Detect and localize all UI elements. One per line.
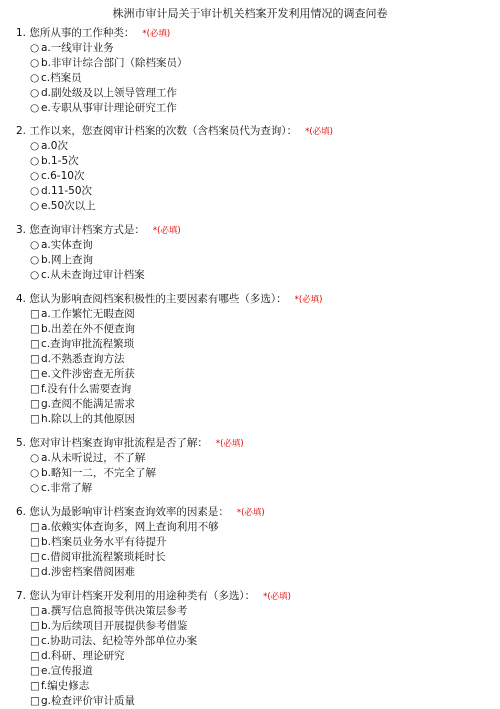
required-marker: *(必填) xyxy=(215,439,244,449)
page-title: 株洲市审计局关于审计机关档案开发利用情况的调查问卷 xyxy=(112,7,388,20)
option-checkbox[interactable] xyxy=(16,679,486,694)
option-checkbox[interactable] xyxy=(16,649,486,664)
option-label: e.50次以上 xyxy=(41,200,96,212)
option-label: d.副处级及以上领导管理工作 xyxy=(41,87,178,99)
question-row xyxy=(16,26,486,41)
option-checkbox[interactable] xyxy=(16,535,486,550)
radio-circle-icon[interactable]: ○ xyxy=(30,72,40,84)
checkbox-square-icon[interactable]: □ xyxy=(30,605,40,617)
option-radio[interactable] xyxy=(16,268,486,283)
radio-circle-icon[interactable]: ○ xyxy=(30,155,40,167)
option-checkbox[interactable] xyxy=(16,382,486,397)
question-row xyxy=(16,589,486,604)
checkbox-square-icon[interactable]: □ xyxy=(30,368,40,380)
checkbox-square-icon[interactable]: □ xyxy=(30,323,40,335)
option-label: b.档案员业务水平有待提升 xyxy=(41,536,167,548)
radio-circle-icon[interactable]: ○ xyxy=(30,482,40,494)
option-radio[interactable] xyxy=(16,238,486,253)
question-text: 7. 您认为审计档案开发利用的用途种类有（多选）： xyxy=(16,590,256,602)
option-radio[interactable] xyxy=(16,139,486,154)
option-radio[interactable] xyxy=(16,86,486,101)
option-label: e.宣传报道 xyxy=(41,665,93,677)
survey-form xyxy=(16,26,486,709)
option-radio[interactable] xyxy=(16,451,486,466)
radio-circle-icon[interactable]: ○ xyxy=(30,102,40,114)
option-label: f.没有什么需要查询 xyxy=(41,383,132,395)
option-radio[interactable] xyxy=(16,199,486,214)
option-label: g.检查评价审计质量 xyxy=(41,695,136,707)
radio-circle-icon[interactable]: ○ xyxy=(30,467,40,479)
question-4 xyxy=(16,292,486,427)
option-label: h.除以上的其他原因 xyxy=(41,413,135,425)
question-row xyxy=(16,436,486,451)
option-radio[interactable] xyxy=(16,101,486,116)
option-label: b.为后续项目开展提供参考借鉴 xyxy=(41,620,188,632)
option-radio[interactable] xyxy=(16,154,486,169)
checkbox-square-icon[interactable]: □ xyxy=(30,338,40,350)
radio-circle-icon[interactable]: ○ xyxy=(30,87,40,99)
radio-circle-icon[interactable]: ○ xyxy=(30,170,40,182)
option-label: f.编史修志 xyxy=(41,680,90,692)
checkbox-square-icon[interactable]: □ xyxy=(30,383,40,395)
option-radio[interactable] xyxy=(16,41,486,56)
checkbox-square-icon[interactable]: □ xyxy=(30,536,40,548)
option-checkbox[interactable] xyxy=(16,352,486,367)
question-text: 6. 您认为最影响审计档案查询效率的因素是： xyxy=(16,506,229,518)
question-row xyxy=(16,124,486,139)
option-label: b.1-5次 xyxy=(41,155,79,167)
radio-circle-icon[interactable]: ○ xyxy=(30,57,40,69)
radio-circle-icon[interactable]: ○ xyxy=(30,185,40,197)
option-radio[interactable] xyxy=(16,466,486,481)
question-7 xyxy=(16,589,486,709)
option-label: a.实体查询 xyxy=(41,239,93,251)
required-marker: *(必填) xyxy=(294,295,323,305)
radio-circle-icon[interactable]: ○ xyxy=(30,269,40,281)
option-label: a.依赖实体查询多，网上查询利用不够 xyxy=(41,521,219,533)
option-label: c.档案员 xyxy=(41,72,82,84)
option-label: a.从未听说过，不了解 xyxy=(41,452,146,464)
radio-circle-icon[interactable]: ○ xyxy=(30,452,40,464)
option-radio[interactable] xyxy=(16,71,486,86)
checkbox-square-icon[interactable]: □ xyxy=(30,620,40,632)
option-checkbox[interactable] xyxy=(16,694,486,709)
question-text: 4. 您认为影响查阅档案积极性的主要因素有哪些（多选）： xyxy=(16,293,287,305)
checkbox-square-icon[interactable]: □ xyxy=(30,521,40,533)
checkbox-square-icon[interactable]: □ xyxy=(30,308,40,320)
option-label: d.涉密档案借阅困难 xyxy=(41,566,136,578)
required-marker: *(必填) xyxy=(263,592,291,602)
option-checkbox[interactable] xyxy=(16,337,486,352)
option-radio[interactable] xyxy=(16,184,486,199)
option-radio[interactable] xyxy=(16,253,486,268)
checkbox-square-icon[interactable]: □ xyxy=(30,398,40,410)
required-marker: *(必填) xyxy=(236,508,265,518)
checkbox-square-icon[interactable]: □ xyxy=(30,635,40,647)
option-label: e.专职从事审计理论研究工作 xyxy=(41,102,177,114)
option-label: b.略知一二，不完全了解 xyxy=(41,467,157,479)
question-5 xyxy=(16,436,486,496)
option-checkbox[interactable] xyxy=(16,634,486,649)
option-label: b.非审计综合部门（除档案员） xyxy=(41,57,188,69)
question-row xyxy=(16,223,486,238)
checkbox-square-icon[interactable]: □ xyxy=(30,650,40,662)
question-1 xyxy=(16,26,486,116)
checkbox-square-icon[interactable]: □ xyxy=(30,665,40,677)
option-label: a.工作繁忙无暇查阅 xyxy=(41,308,135,320)
radio-circle-icon[interactable]: ○ xyxy=(30,140,40,152)
option-checkbox[interactable] xyxy=(16,412,486,427)
checkbox-square-icon[interactable]: □ xyxy=(30,695,40,707)
radio-circle-icon[interactable]: ○ xyxy=(30,254,40,266)
question-text: 2. 工作以来，您查阅审计档案的次数（含档案员代为查询）： xyxy=(16,125,298,137)
checkbox-square-icon[interactable]: □ xyxy=(30,413,40,425)
option-label: c.非常了解 xyxy=(41,482,93,494)
option-label: d.11-50次 xyxy=(41,185,93,197)
option-radio[interactable] xyxy=(16,169,486,184)
option-label: d.不熟悉查询方法 xyxy=(41,353,125,365)
checkbox-square-icon[interactable]: □ xyxy=(30,551,40,563)
checkbox-square-icon[interactable]: □ xyxy=(30,353,40,365)
checkbox-square-icon[interactable]: □ xyxy=(30,680,40,692)
option-label: g.查阅不能满足需求 xyxy=(41,398,136,410)
required-marker: *(必填) xyxy=(305,127,333,137)
option-label: c.6-10次 xyxy=(41,170,85,182)
option-radio[interactable] xyxy=(16,56,486,71)
option-checkbox[interactable] xyxy=(16,565,486,580)
option-label: c.协助司法、纪检等外部单位办案 xyxy=(41,635,198,647)
option-checkbox[interactable] xyxy=(16,664,486,679)
option-label: c.查询审批流程繁琐 xyxy=(41,338,135,350)
question-2 xyxy=(16,124,486,214)
question-3 xyxy=(16,223,486,283)
option-label: a.0次 xyxy=(41,140,68,152)
radio-circle-icon[interactable]: ○ xyxy=(30,200,40,212)
option-checkbox[interactable] xyxy=(16,322,486,337)
option-label: c.借阅审批流程繁琐耗时长 xyxy=(41,551,166,563)
question-text: 5. 您对审计档案查询审批流程是否了解： xyxy=(16,437,208,449)
option-checkbox[interactable] xyxy=(16,550,486,565)
option-checkbox[interactable] xyxy=(16,367,486,382)
radio-circle-icon[interactable]: ○ xyxy=(30,42,40,54)
option-label: e.文件涉密查无所获 xyxy=(41,368,135,380)
question-row xyxy=(16,292,486,307)
option-checkbox[interactable] xyxy=(16,307,486,322)
checkbox-square-icon[interactable]: □ xyxy=(30,566,40,578)
option-checkbox[interactable] xyxy=(16,619,486,634)
question-row xyxy=(16,505,486,520)
option-label: d.科研、理论研究 xyxy=(41,650,125,662)
option-checkbox[interactable] xyxy=(16,604,486,619)
option-label: a.撰写信息简报等供决策层参考 xyxy=(41,605,188,617)
option-label: b.出差在外不便查询 xyxy=(41,323,136,335)
option-checkbox[interactable] xyxy=(16,397,486,412)
question-text: 3. 您查询审计档案方式是： xyxy=(16,224,145,236)
option-label: c.从未查询过审计档案 xyxy=(41,269,145,281)
option-label: a.一线审计业务 xyxy=(41,42,114,54)
question-text: 1. 您所从事的工作种类： xyxy=(16,27,135,39)
option-label: b.网上查询 xyxy=(41,254,94,266)
required-marker: *(必填) xyxy=(142,29,171,39)
required-marker: *(必填) xyxy=(152,226,181,236)
option-radio[interactable] xyxy=(16,481,486,496)
question-6 xyxy=(16,505,486,580)
radio-circle-icon[interactable]: ○ xyxy=(30,239,40,251)
option-checkbox[interactable] xyxy=(16,520,486,535)
